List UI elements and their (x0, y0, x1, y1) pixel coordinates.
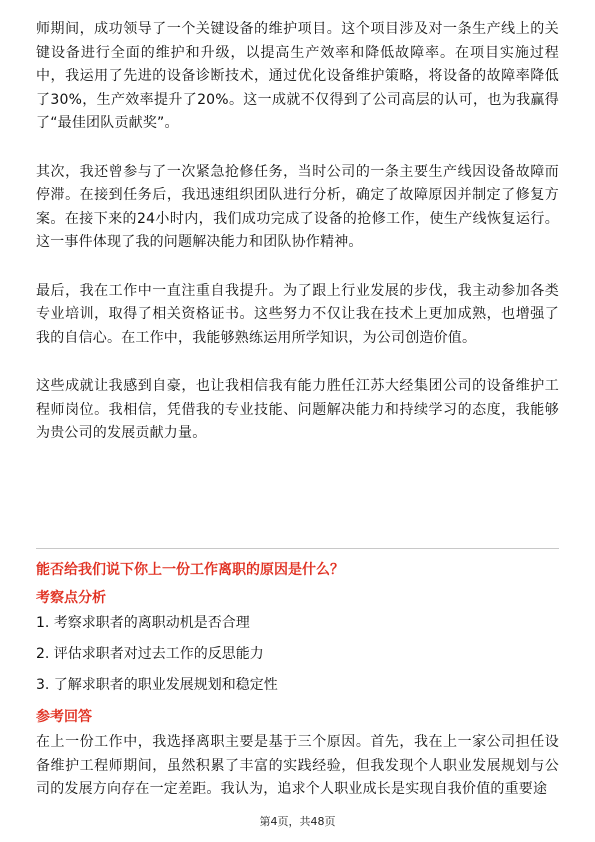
section-divider (36, 548, 559, 549)
body-text (36, 18, 559, 446)
paragraph-self-improvement: 最后，我在工作中一直注重自我提升。为了跟上行业发展的步伐，我主动参加各类专业培训，取得了相关资格证书。这些努力不仅让我在技术上更加成熟，也增强了我的自信心。在工作中，我能够熟练运用所学知识，为公司创造价值。 (36, 282, 559, 346)
interview-question: 能否给我们说下你上一份工作离职的原因是什么？ (36, 562, 344, 578)
reference-answer: 在上一份工作中，我选择离职主要是基于三个原因。首先，我在上一家公司担任设备维护工程师期间，虽然积累了丰富的实践经验，但我发现个人职业发展规划与公司的发展方向存在一定差距。我认为，追求个人职业成长是实现自我价值的重要途 (36, 734, 559, 797)
paragraph-emergency-repair: 其次，我还曾参与了一次紧急抢修任务，当时公司的一条主要生产线因设备故障而停滞。在接到任务后，我迅速组织团队进行分析，确定了故障原因并制定了修复方案。在接下来的24小时内，我们成功完成了设备的抢修工作，使生产线恢复运行。这一事件体现了我的问题解决能力和团队协作精神。 (36, 163, 559, 250)
analysis-heading: 考察点分析 (36, 590, 106, 606)
paragraph-achievement-project: 师期间，成功领导了一个关键设备的维护项目。这个项目涉及对一条生产线上的关键设备进行全面的维护和升级，以提高生产效率和降低故障率。在项目实施过程中，我运用了先进的设备诊断技术，通过优化设备维护策略，将设备的故障率降低了30%，生产效率提升了20%。这一成就不仅得到了公司高层的认可，也为我赢得了“最佳团队贡献奖”。 (36, 21, 559, 131)
paragraph-conclusion: 这些成就让我感到自豪，也让我相信我有能力胜任江苏大经集团公司的设备维护工程师岗位。我相信，凭借我的专业技能、问题解决能力和持续学习的态度，我能够为贵公司的发展贡献力量。 (36, 378, 559, 441)
answer-heading: 参考回答 (36, 709, 92, 725)
analysis-points-list (36, 613, 559, 706)
analysis-point: 3. 了解求职者的职业发展规划和稳定性 (36, 677, 278, 693)
analysis-point: 1. 考察求职者的离职动机是否合理 (36, 615, 250, 631)
analysis-point: 2. 评估求职者对过去工作的反思能力 (36, 646, 264, 662)
page-number: 第4页，共48页 (259, 815, 336, 828)
